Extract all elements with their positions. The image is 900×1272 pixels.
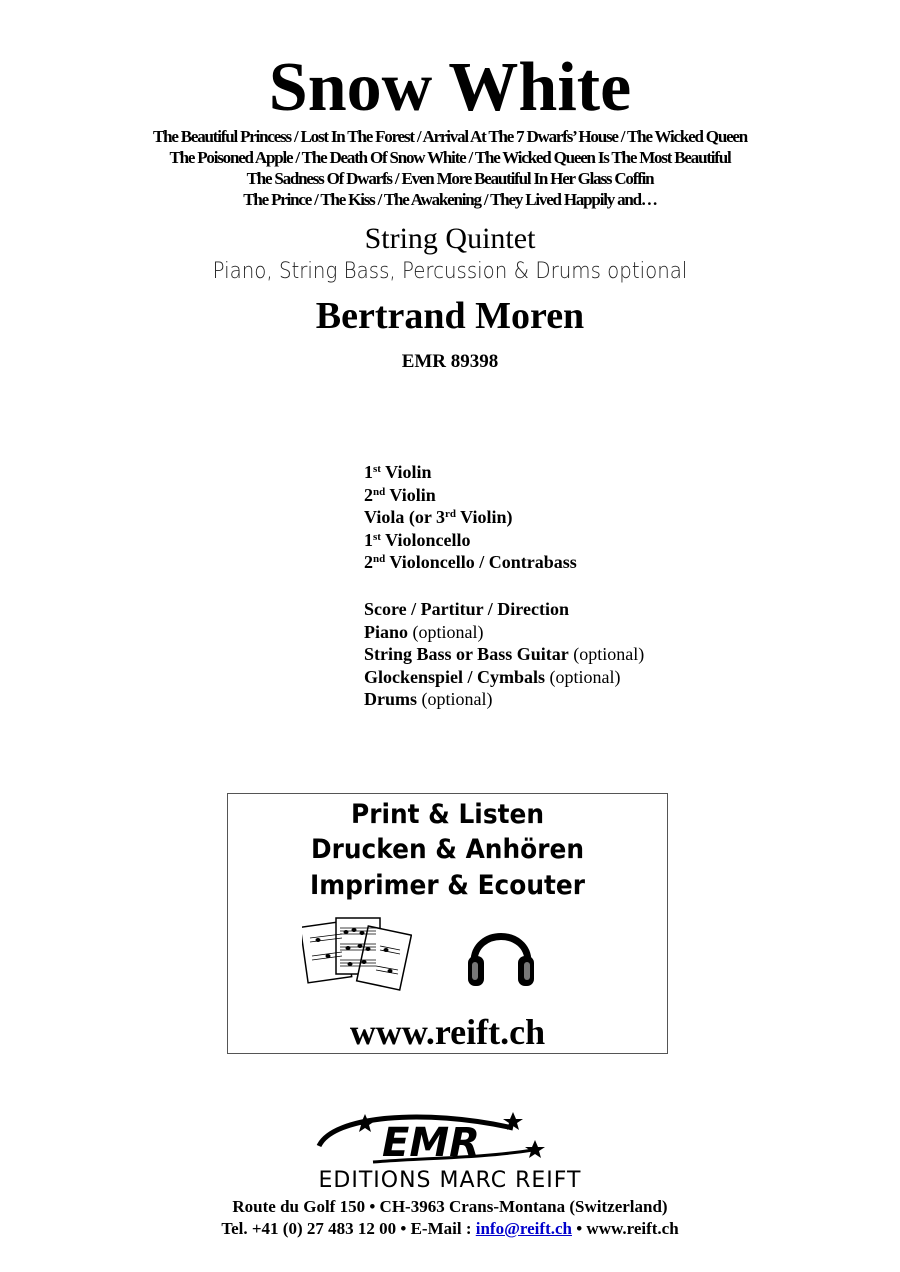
promo-line-de: Drucken & Anhören bbox=[310, 834, 585, 865]
part-violin-2: 2nd Violin bbox=[364, 484, 436, 505]
ensemble: String Quintet bbox=[364, 222, 536, 255]
movement-line: The Sadness Of Dwarfs / Even More Beautiful In Her Glass Coffin bbox=[246, 169, 654, 188]
publisher-address: Route du Golf 150 • CH-3963 Crans-Montana (Switzerland) bbox=[232, 1197, 668, 1216]
score-title: Snow White bbox=[268, 49, 632, 126]
emr-logo-icon bbox=[313, 1110, 553, 1168]
part-score: Score / Partitur / Direction bbox=[364, 598, 569, 619]
part-piano: Piano (optional) bbox=[364, 621, 484, 642]
logo-text: EMR bbox=[382, 1120, 480, 1166]
part-string-bass: String Bass or Bass Guitar (optional) bbox=[364, 644, 645, 665]
sheet-music-icon bbox=[302, 916, 412, 996]
movement-line: The Prince / The Kiss / The Awakening / They Lived Happily and… bbox=[243, 190, 657, 209]
promo-line-en: Print & Listen bbox=[350, 799, 545, 830]
publisher-name: EDITIONS MARC REIFT bbox=[318, 1168, 582, 1193]
part-violoncello-2: 2nd Violoncello / Contrabass bbox=[364, 552, 577, 573]
part-drums: Drums (optional) bbox=[364, 689, 493, 710]
catalog-number: EMR 89398 bbox=[401, 351, 499, 372]
print-listen-box bbox=[227, 793, 668, 1054]
movement-line: The Beautiful Princess / Lost In The Forest / Arrival At The 7 Dwarfs’ House / The Wicked Queen bbox=[152, 127, 748, 146]
part-viola: Viola (or 3rd Violin) bbox=[364, 507, 513, 528]
movement-line: The Poisoned Apple / The Death Of Snow White / The Wicked Queen Is The Most Beautiful bbox=[169, 148, 731, 167]
movement-list bbox=[0, 126, 900, 210]
headphones-icon bbox=[466, 918, 536, 994]
publisher-contact: Tel. +41 (0) 27 483 12 00 • E-Mail : info@reift.ch • www.reift.ch bbox=[221, 1219, 679, 1238]
part-violoncello-1: 1st Violoncello bbox=[364, 529, 471, 550]
parts-list bbox=[364, 461, 644, 711]
composer: Bertrand Moren bbox=[315, 295, 585, 337]
part-violin-1: 1st Violin bbox=[364, 462, 432, 482]
email-link[interactable]: info@reift.ch bbox=[475, 1219, 572, 1238]
promo-line-fr: Imprimer & Ecouter bbox=[309, 870, 586, 901]
instrumentation: Piano, String Bass, Percussion & Drums optional bbox=[212, 259, 688, 284]
part-glockenspiel: Glockenspiel / Cymbals (optional) bbox=[364, 666, 621, 687]
promo-website[interactable]: www.reift.ch bbox=[349, 1012, 546, 1052]
